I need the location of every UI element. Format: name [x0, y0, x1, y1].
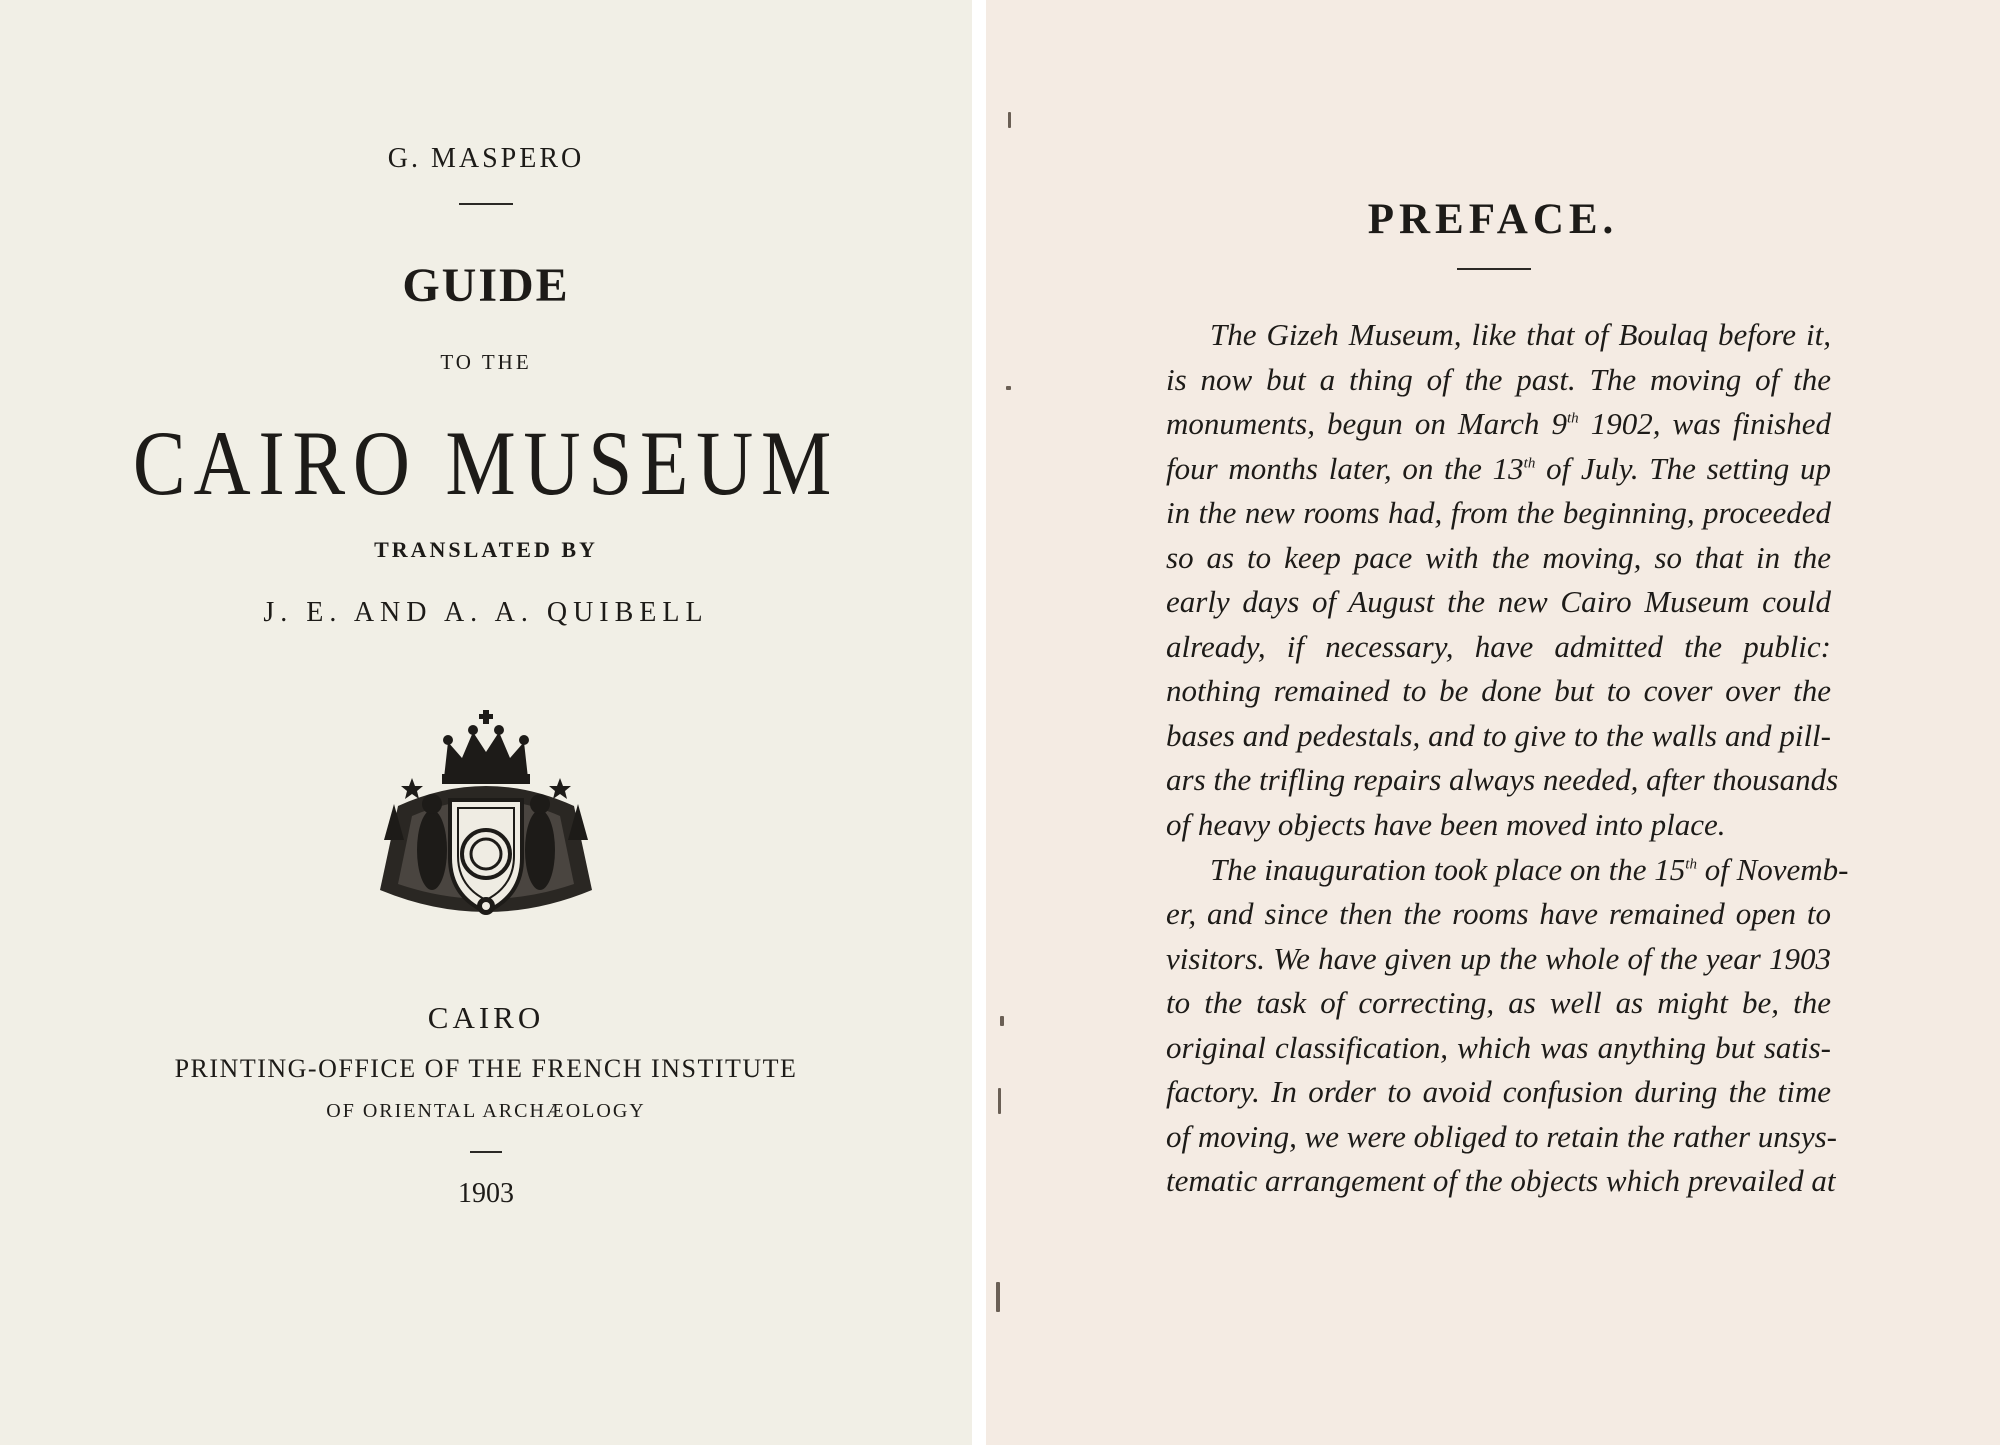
coat-of-arms-icon [378, 708, 594, 930]
imprint-printer: PRINTING-OFFICE OF THE FRENCH INSTITUTE [174, 1054, 798, 1083]
preface-heading: PREFACE. [1367, 196, 1619, 243]
author-name: G. MASPERO [387, 143, 585, 174]
page-gutter [972, 0, 986, 1445]
text-line: original classification, which was anything but satis- [1166, 1030, 1831, 1065]
text-line: to the task of correcting, as well as might be, the [1166, 985, 1831, 1020]
title-cairo-museum: CAIRO MUSEUM [132, 412, 840, 514]
imprint-city: CAIRO [427, 1000, 545, 1035]
text-line: bases and pedestals, and to give to the walls and pill- [1166, 718, 1831, 753]
text-line: The Gizeh Museum, like that of Boulaq before it, [1210, 317, 1831, 352]
text-line: four months later, on the 13th of July. The setting up [1166, 451, 1831, 486]
title-rule-top [459, 203, 513, 205]
text-line: nothing remained to be done but to cover over the [1166, 673, 1831, 708]
text-line: ars the trifling repairs always needed, after thousands [1166, 762, 1839, 797]
binding-mark [1008, 112, 1011, 128]
text-line: visitors. We have given up the whole of the year 1903 [1166, 941, 1831, 976]
title-guide: GUIDE [402, 259, 570, 312]
title-to-the: TO THE [440, 350, 532, 374]
text-line: already, if necessary, have admitted the public: [1166, 629, 1831, 664]
text-line: is now but a thing of the past. The moving of the [1166, 362, 1831, 397]
text-line: The inauguration took place on the 15th of Novemb- [1210, 852, 1849, 887]
text-line: tematic arrangement of the objects which prevailed at [1166, 1163, 1836, 1198]
imprint-rule [470, 1151, 502, 1153]
imprint-year: 1903 [458, 1178, 514, 1209]
binding-mark [998, 1088, 1001, 1114]
text-line: so as to keep pace with the moving, so that in the [1166, 540, 1831, 575]
text-line: er, and since then the rooms have remained open to [1166, 896, 1831, 931]
translated-by-label: TRANSLATED BY [374, 537, 598, 562]
preface-rule [1457, 268, 1531, 270]
text-line: factory. In order to avoid confusion during the time [1166, 1074, 1831, 1109]
text-line: of moving, we were obliged to retain the rather unsys- [1166, 1119, 1837, 1154]
binding-mark [996, 1282, 1000, 1312]
text-line: in the new rooms had, from the beginning, proceeded [1166, 495, 1831, 530]
text-line: early days of August the new Cairo Museum could [1166, 584, 1831, 619]
binding-mark [1000, 1016, 1004, 1026]
text-line: of heavy objects have been moved into place. [1166, 807, 1726, 842]
binding-mark [1006, 386, 1011, 390]
imprint-printer-subtitle: OF ORIENTAL ARCHÆOLOGY [326, 1100, 646, 1122]
text-line: monuments, begun on March 9th 1902, was finished [1166, 406, 1832, 441]
translators-names: J. E. AND A. A. QUIBELL [263, 597, 709, 628]
